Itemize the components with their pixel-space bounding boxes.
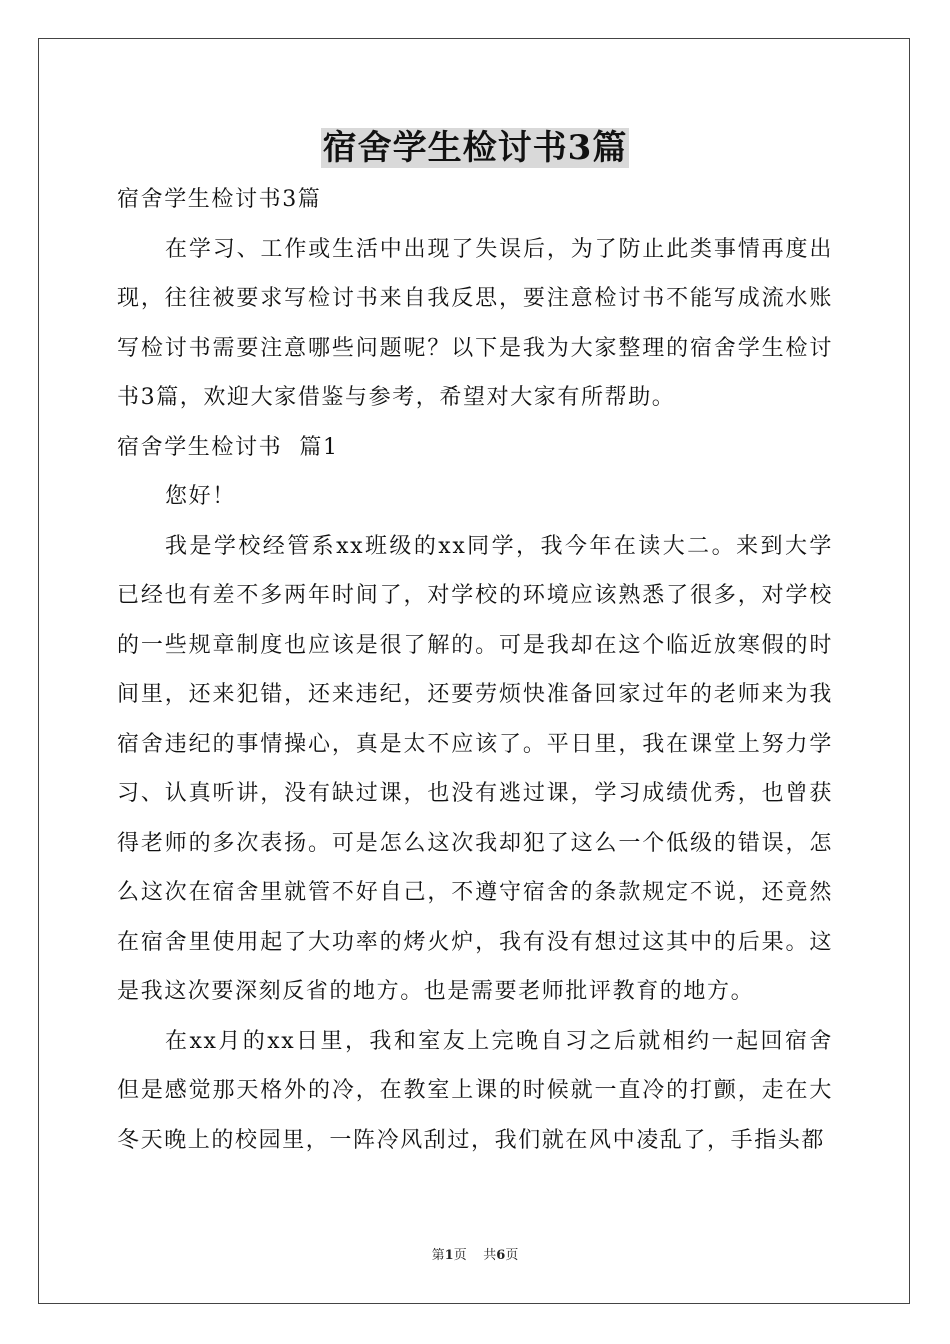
footer-total-suffix: 页 <box>505 1248 519 1263</box>
section-heading: 宿舍学生检讨书 篇1 <box>117 434 339 460</box>
footer-page-suffix: 页 <box>453 1248 467 1263</box>
footer-current-page: 1 <box>444 1248 454 1263</box>
footer-total-prefix: 共 <box>483 1248 497 1263</box>
page-title <box>0 122 950 174</box>
body-paragraph-1: 我是学校经管系xx班级的xx同学，我今年在读大二。来到大学已经也有差不多两年时间了，对学校的环境应该熟悉了很多，对学校的一些规章制度也应该是很了解的。可是我却在这个临近放寒假的时间里，还来犯错，还来违纪，还要劳烦快准备回家过年的老师来为我宿舍违纪的事情操心，真是太不应该了。平日里，我在课堂上努力学习、认真听讲，没有缺过课，也没有逃过课，学习成绩优秀，也曾获得老师的多次表扬。可是怎么这次我却犯了这么一个低级的错误，怎么这次在宿舍里就管不好自己，不遵守宿舍的条款规定不说，还竟然在宿舍里使用起了大功率的烤火炉，我有没有想过这其中的后果。这是我这次要深刻反省的地方。也是需要老师批评教育的地方。 <box>117 533 833 1004</box>
page-title-text: 宿舍学生检讨书3篇 <box>322 128 628 168</box>
footer-total-pages: 6 <box>496 1248 506 1263</box>
document-body <box>117 175 833 1165</box>
page-footer <box>0 1246 950 1266</box>
greeting: 您好！ <box>165 484 236 509</box>
document-subtitle: 宿舍学生检讨书3篇 <box>117 187 322 212</box>
footer-page-prefix: 第 <box>431 1248 445 1263</box>
body-paragraph-2: 在xx月的xx日里，我和室友上完晚自习之后就相约一起回宿舍但是感觉那天格外的冷，在教室上课的时候就一直冷的打颤，走在大冬天晚上的校园里，一阵冷风刮过，我们就在风中凌乱了，手指头都 <box>117 1028 833 1153</box>
intro-paragraph: 在学习、工作或生活中出现了失误后，为了防止此类事情再度出现，往往被要求写检讨书来自我反思，要注意检讨书不能写成流水账写检讨书需要注意哪些问题呢？以下是我为大家整理的宿舍学生检讨书3篇，欢迎大家借鉴与参考，希望对大家有所帮助。 <box>117 236 833 410</box>
